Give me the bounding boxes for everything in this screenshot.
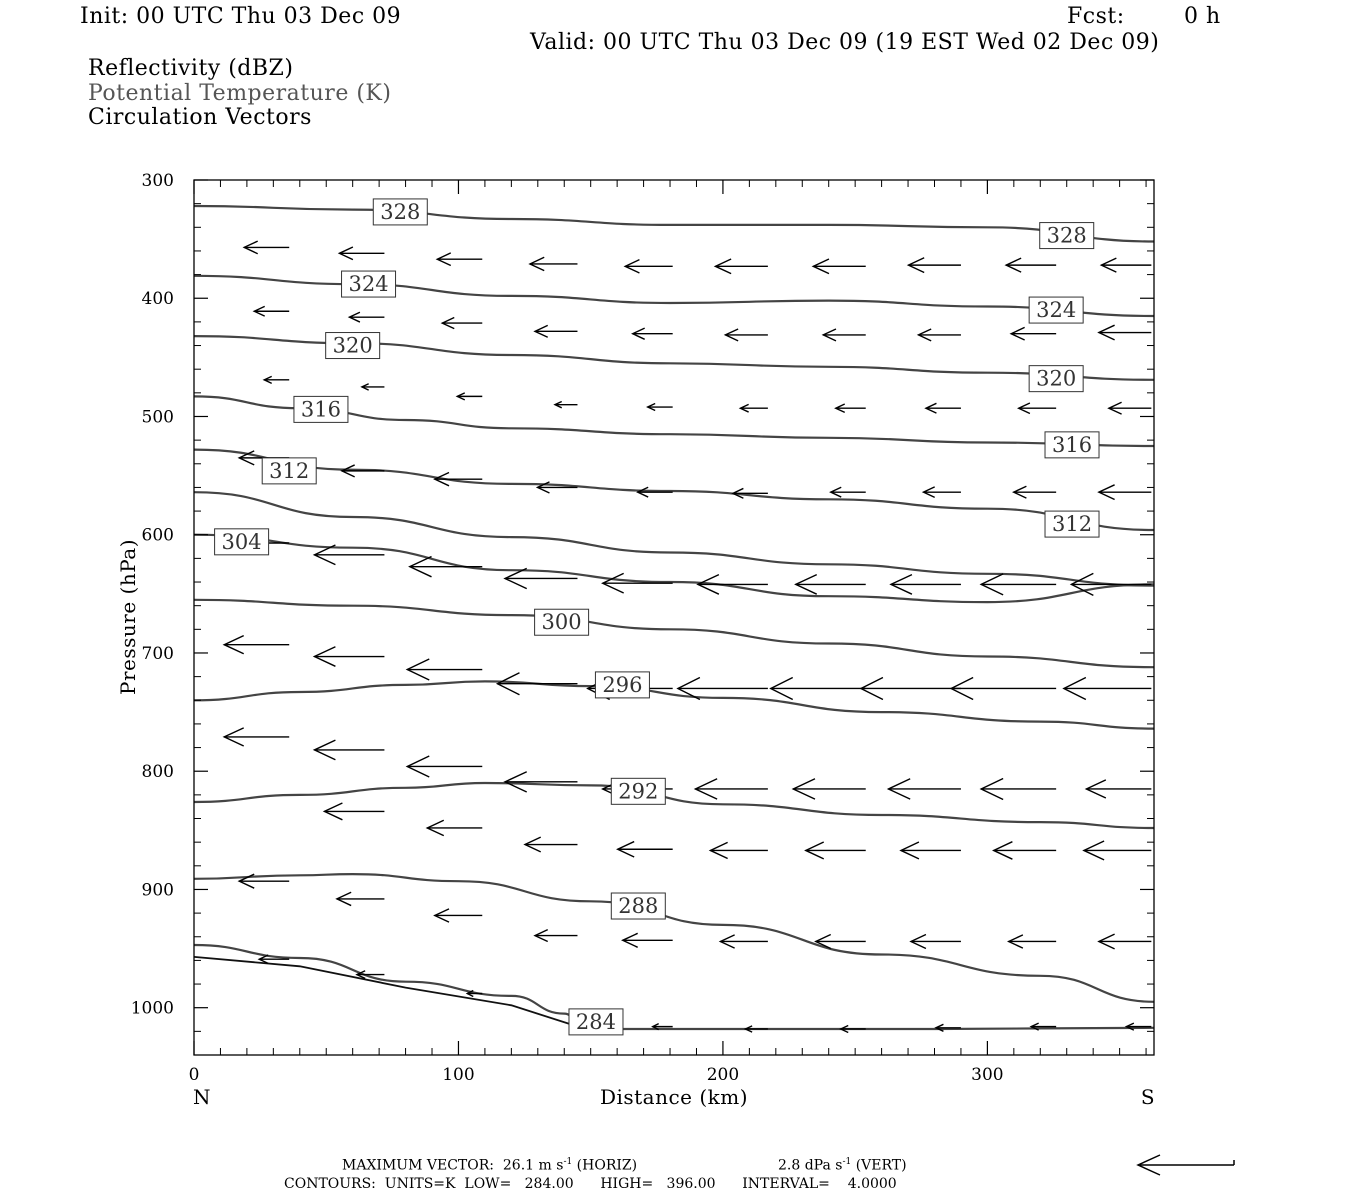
circulation-vector bbox=[497, 673, 577, 695]
field-circulation-vectors: Circulation Vectors bbox=[88, 105, 312, 130]
x-tick-label: 300 bbox=[971, 1065, 1004, 1085]
circulation-vector bbox=[1011, 327, 1056, 340]
theta-contour-288 bbox=[194, 874, 1154, 1002]
contour-label: 324 bbox=[348, 272, 389, 297]
circulation-vector bbox=[841, 1025, 866, 1032]
circulation-vector bbox=[813, 259, 866, 274]
circulation-vector bbox=[457, 393, 482, 400]
circulation-vector bbox=[1086, 780, 1151, 798]
circulation-vector bbox=[224, 636, 289, 654]
contour-label: 324 bbox=[1036, 298, 1077, 323]
contour-label: 320 bbox=[332, 333, 373, 358]
circulation-vector bbox=[1099, 485, 1152, 500]
circulation-vector bbox=[1126, 1023, 1151, 1030]
circulation-vector bbox=[1019, 403, 1057, 414]
circulation-vector bbox=[407, 756, 482, 777]
circulation-vector bbox=[625, 260, 673, 273]
circulation-vector bbox=[638, 487, 673, 497]
field-reflectivity: Reflectivity (dBZ) bbox=[88, 56, 294, 81]
forecast-label: Fcst: bbox=[1067, 4, 1125, 29]
circulation-vector bbox=[740, 404, 768, 412]
circulation-vector bbox=[407, 659, 482, 680]
circulation-vector bbox=[796, 575, 866, 595]
max-vector-vert-exponent: -1 bbox=[842, 1157, 852, 1167]
south-end-label: S bbox=[1140, 1085, 1156, 1109]
theta-contour-304 bbox=[194, 535, 1154, 602]
theta-contour-284 bbox=[194, 945, 1154, 1029]
theta-contour-328 bbox=[194, 206, 1154, 242]
circulation-vector bbox=[435, 473, 483, 486]
circulation-vector bbox=[244, 241, 289, 254]
north-end-label: N bbox=[193, 1085, 211, 1109]
theta-contour-308 bbox=[194, 492, 1154, 585]
max-vector-vert bbox=[778, 1157, 907, 1174]
y-tick-label: 300 bbox=[141, 171, 174, 191]
theta-contour-312 bbox=[194, 450, 1154, 530]
circulation-vector bbox=[435, 909, 483, 922]
circulation-vector bbox=[1099, 934, 1152, 949]
circulation-vector bbox=[339, 247, 384, 260]
circulation-vector bbox=[362, 384, 385, 390]
circulation-vector bbox=[806, 842, 866, 859]
contour-label: 288 bbox=[618, 894, 659, 919]
circulation-vector bbox=[530, 257, 578, 270]
circulation-vector bbox=[831, 487, 866, 497]
max-vector-line bbox=[342, 1157, 637, 1174]
init-time: Init: 00 UTC Thu 03 Dec 09 bbox=[80, 4, 402, 29]
theta-contour-324 bbox=[194, 276, 1154, 316]
circulation-vector bbox=[1101, 258, 1151, 272]
y-tick-label: 400 bbox=[141, 289, 174, 310]
circulation-vector bbox=[525, 837, 578, 852]
contour-labels bbox=[215, 199, 1099, 1035]
valid-time: Valid: 00 UTC Thu 03 Dec 09 (19 EST Wed 02 Dec 09) bbox=[530, 30, 1160, 55]
circulation-vector bbox=[771, 677, 866, 699]
circulation-vector bbox=[535, 325, 578, 337]
max-vector-horiz-unit: (HORIZ) bbox=[576, 1157, 638, 1174]
circulation-vector bbox=[337, 892, 385, 905]
circulation-vector bbox=[314, 740, 384, 760]
circulation-vector bbox=[793, 779, 866, 799]
circulation-vector bbox=[923, 487, 961, 498]
circulation-vector bbox=[710, 842, 768, 858]
y-tick-label: 800 bbox=[141, 762, 174, 783]
max-vector-horiz: 26.1 m s bbox=[502, 1157, 564, 1174]
circulation-vector bbox=[695, 779, 768, 799]
y-tick-label: 700 bbox=[141, 643, 174, 664]
circulation-vector bbox=[725, 329, 768, 341]
x-tick-label: 100 bbox=[442, 1065, 475, 1085]
reference-vector bbox=[1138, 1155, 1234, 1175]
circulation-vector bbox=[994, 842, 1057, 860]
contour-label: 300 bbox=[541, 610, 582, 635]
contour-label: 304 bbox=[221, 529, 262, 554]
x-axis-title: Distance (km) bbox=[599, 1085, 749, 1109]
circulation-vector bbox=[410, 557, 483, 577]
contour-label: 316 bbox=[300, 397, 341, 422]
contour-label: 316 bbox=[1051, 432, 1093, 457]
contour-label: 292 bbox=[618, 779, 659, 804]
plot-frame bbox=[194, 180, 1154, 1055]
max-vector-horiz-exponent: -1 bbox=[563, 1157, 573, 1167]
max-vector-label: MAXIMUM VECTOR: bbox=[342, 1157, 494, 1174]
x-tick-label: 200 bbox=[706, 1065, 740, 1085]
y-tick-label: 1000 bbox=[130, 998, 174, 1019]
circulation-vector bbox=[349, 312, 384, 322]
circulation-vector bbox=[911, 934, 961, 948]
contour-label: 328 bbox=[380, 199, 421, 224]
circulation-vector bbox=[936, 1024, 961, 1031]
contour-label: 320 bbox=[1036, 366, 1077, 391]
circulation-vector bbox=[715, 259, 768, 274]
circulation-vector bbox=[918, 329, 961, 341]
axes bbox=[194, 180, 1154, 1055]
contour-label: 296 bbox=[602, 672, 643, 697]
contour-info: CONTOURS: UNITS=K LOW= 284.00 HIGH= 396.00 INTERVAL= 4.0000 bbox=[284, 1176, 897, 1192]
theta-contours bbox=[194, 206, 1154, 1029]
circulation-vector bbox=[720, 935, 768, 948]
circulation-vector bbox=[1014, 486, 1057, 498]
max-vector-vert-value: 2.8 dPa s bbox=[778, 1157, 843, 1174]
circulation-vector bbox=[535, 930, 578, 942]
circulation-vector bbox=[745, 1026, 768, 1032]
circulation-vectors bbox=[222, 241, 1152, 1032]
circulation-vector bbox=[427, 820, 482, 835]
forecast-hour: 0 h bbox=[1184, 4, 1221, 29]
circulation-vector bbox=[836, 404, 866, 412]
circulation-vector bbox=[505, 772, 578, 792]
circulation-vector bbox=[861, 677, 961, 699]
contour-label: 328 bbox=[1046, 223, 1087, 248]
circulation-vector bbox=[324, 803, 384, 820]
circulation-vector bbox=[1099, 325, 1152, 340]
circulation-vector bbox=[254, 306, 289, 316]
circulation-vector bbox=[908, 258, 961, 273]
x-tick-label: 0 bbox=[188, 1065, 200, 1085]
circulation-vector bbox=[342, 465, 385, 477]
circulation-vector bbox=[926, 403, 961, 413]
y-tick-label: 500 bbox=[141, 407, 174, 428]
circulation-vector bbox=[888, 779, 961, 799]
y-axis-title: Pressure (hPa) bbox=[116, 539, 140, 695]
circulation-vector bbox=[1064, 677, 1152, 699]
circulation-vector bbox=[437, 253, 482, 266]
circulation-vector bbox=[648, 404, 673, 411]
circulation-vector bbox=[1071, 573, 1151, 595]
circulation-vector bbox=[1084, 841, 1152, 860]
circulation-vector bbox=[823, 329, 866, 341]
axis-labels bbox=[116, 539, 1155, 1109]
y-tick-label: 900 bbox=[141, 880, 174, 901]
circulation-vector bbox=[1109, 402, 1152, 414]
circulation-vector bbox=[891, 575, 961, 595]
field-potential-temperature: Potential Temperature (K) bbox=[88, 81, 392, 106]
circulation-vector bbox=[224, 728, 289, 746]
contour-label: 312 bbox=[1051, 512, 1093, 537]
circulation-vector bbox=[314, 647, 384, 667]
circulation-vector bbox=[1009, 935, 1057, 948]
circulation-vector bbox=[618, 842, 673, 857]
circulation-vector bbox=[442, 317, 482, 328]
max-vector-vert-unit: (VERT) bbox=[855, 1157, 907, 1174]
circulation-vector bbox=[981, 778, 1056, 799]
y-tick-label: 600 bbox=[141, 525, 174, 546]
circulation-vector bbox=[623, 933, 673, 947]
surface-contour bbox=[194, 957, 585, 1029]
circulation-vector bbox=[555, 402, 578, 408]
circulation-vector bbox=[264, 376, 289, 383]
circulation-vector bbox=[603, 573, 673, 593]
circulation-vector bbox=[901, 842, 961, 859]
circulation-vector bbox=[633, 328, 673, 339]
contour-label: 284 bbox=[575, 1009, 617, 1034]
contour-label: 312 bbox=[269, 458, 310, 483]
circulation-vector bbox=[951, 677, 1056, 699]
circulation-vector bbox=[1006, 258, 1056, 272]
